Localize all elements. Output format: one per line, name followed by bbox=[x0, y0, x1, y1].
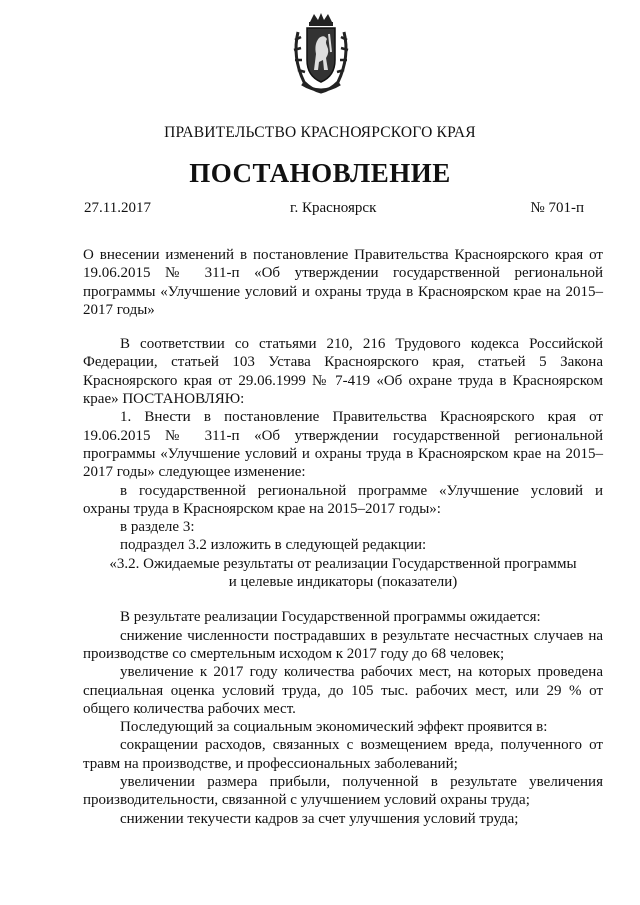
document-body bbox=[83, 246, 603, 828]
document-city: г. Красноярск bbox=[290, 200, 377, 216]
government-name: ПРАВИТЕЛЬСТВО КРАСНОЯРСКОГО КРАЯ bbox=[164, 124, 476, 141]
section-title-line-1: «3.2. Ожидаемые результаты от реализации Государственной программы bbox=[109, 555, 577, 572]
paragraph-subsection: подраздел 3.2 изложить в следующей редакции: bbox=[120, 537, 427, 554]
coat-of-arms-emblem bbox=[290, 12, 352, 96]
paragraph-item-1: 1. Внести в постановление Правительства Красноярского края от 19.06.2015 № 311-п «Об утверждении государственной региональной программы «Улучшение условий и охраны труда в Красноярском крае на 2015–2017 годы» следующее изменение: bbox=[83, 409, 603, 481]
paragraph-turnover: снижении текучести кадров за счет улучшения условий труда; bbox=[120, 810, 519, 827]
document-date: 27.11.2017 bbox=[84, 200, 151, 216]
paragraph-reduction-victims: снижение численности пострадавших в результате несчастных случаев на производстве со смертельным исходом к 2017 году до 68 человек; bbox=[83, 627, 603, 662]
document-type-title: ПОСТАНОВЛЕНИЕ bbox=[189, 158, 451, 188]
paragraph-workplaces: увеличение к 2017 году количества рабочих мест, на которых проведена специальная оценка условий труда, до 105 тыс. рабочих мест, или 29 % от общего количества рабочих мест. bbox=[83, 664, 603, 717]
paragraph-economic-effect: Последующий за социальным экономический эффект проявится в: bbox=[120, 719, 548, 736]
paragraph-program: в государственной региональной программе «Улучшение условий и охраны труда в Красноярском крае на 2015–2017 годы»: bbox=[83, 482, 603, 517]
paragraph-legal-basis: В соответствии со статьями 210, 216 Трудового кодекса Российской Федерации, статьей 103 Устава Красноярского края, статьей 5 Закона Красноярского края от 29.06.1999 № 7-419 «Об охране труда в Красноярском крае» ПОСТАНОВЛЯЮ: bbox=[83, 336, 603, 408]
paragraph-cost-reduction: сокращении расходов, связанных с возмещением вреда, полученного от травм на производстве, и профессиональных заболеваний; bbox=[83, 737, 603, 772]
document-number: № 701-п bbox=[530, 200, 584, 216]
section-title-line-2: и целевые индикаторы (показатели) bbox=[228, 574, 458, 591]
document-subject: О внесении изменений в постановление Правительства Красноярского края от 19.06.2015 № 311-п «Об утверждении государственной региональной программы «Улучшение условий и охраны труда в Красноярском крае на 2015–2017 годы» bbox=[83, 247, 603, 318]
paragraph-expected: В результате реализации Государственной программы ожидается: bbox=[120, 609, 541, 626]
paragraph-section: в разделе 3: bbox=[120, 519, 195, 536]
paragraph-profit-increase: увеличении размера прибыли, полученной в результате увеличения производительности, связанной с улучшением условий охраны труда; bbox=[83, 774, 603, 809]
